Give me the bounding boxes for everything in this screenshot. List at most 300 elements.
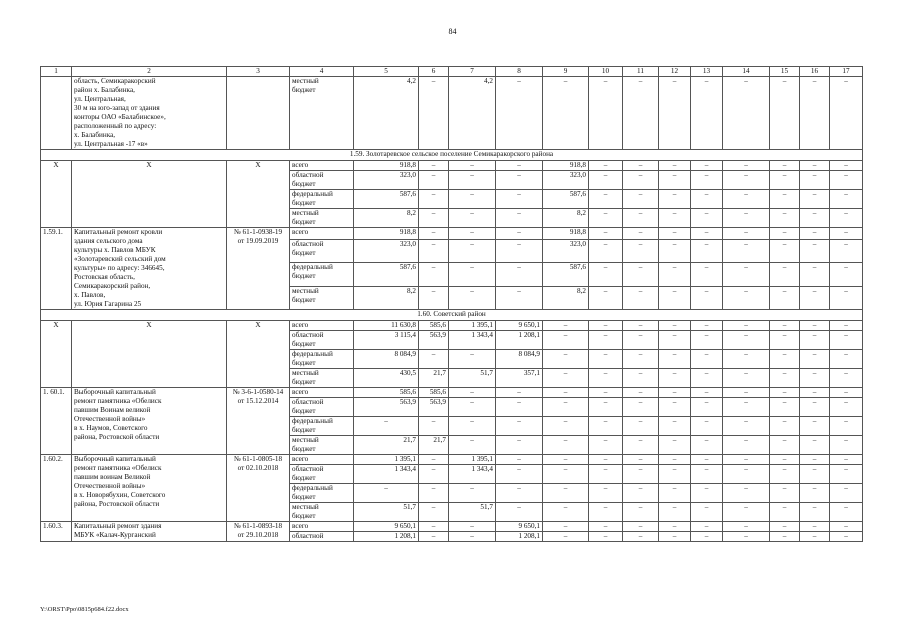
value-cell: –	[589, 77, 623, 150]
value-cell: –	[770, 455, 800, 465]
header-cell: 9	[543, 67, 589, 77]
value-cell: –	[496, 77, 543, 150]
value-cell: –	[496, 209, 543, 228]
value-cell: –	[800, 465, 830, 484]
value-cell: –	[589, 484, 623, 503]
item-name: X	[72, 321, 227, 388]
value-cell: –	[543, 417, 589, 436]
value-cell: –	[830, 388, 863, 398]
value-cell: –	[623, 240, 659, 263]
item-number: 1.60.3.	[41, 522, 72, 542]
value-cell: 21,7	[354, 436, 419, 455]
value-cell: –	[830, 417, 863, 436]
value-cell: 9 650,1	[354, 522, 419, 532]
value-cell: –	[354, 417, 419, 436]
value-cell: –	[419, 417, 449, 436]
item-name: X	[72, 161, 227, 228]
value-cell: –	[419, 228, 449, 240]
header-cell: 12	[659, 67, 691, 77]
value-cell: 21,7	[419, 436, 449, 455]
value-cell: –	[800, 522, 830, 532]
value-cell: –	[659, 388, 691, 398]
value-cell: –	[770, 522, 800, 532]
value-cell: 587,6	[543, 190, 589, 209]
value-cell: 585,6	[419, 388, 449, 398]
value-cell: –	[543, 350, 589, 369]
value-cell: –	[496, 161, 543, 171]
value-cell: –	[770, 465, 800, 484]
value-cell: –	[691, 77, 723, 150]
value-cell: –	[691, 190, 723, 209]
value-cell: –	[496, 503, 543, 522]
value-cell: –	[723, 398, 770, 417]
header-cell: 5	[354, 67, 419, 77]
value-cell: –	[419, 465, 449, 484]
value-cell: –	[830, 171, 863, 190]
funding-source: областной бюджет	[290, 331, 354, 350]
section-title-row	[41, 310, 863, 321]
value-cell: –	[800, 436, 830, 455]
header-cell: 13	[691, 67, 723, 77]
value-cell: –	[770, 532, 800, 542]
value-cell: –	[723, 209, 770, 228]
value-cell: 323,0	[354, 171, 419, 190]
header-cell: 16	[800, 67, 830, 77]
value-cell: –	[623, 417, 659, 436]
value-cell: –	[723, 503, 770, 522]
value-cell: –	[800, 398, 830, 417]
value-cell: –	[589, 436, 623, 455]
value-cell: –	[659, 532, 691, 542]
value-cell: –	[723, 465, 770, 484]
value-cell: –	[589, 190, 623, 209]
value-cell: 357,1	[496, 369, 543, 388]
value-cell: 918,8	[354, 228, 419, 240]
value-cell: 323,0	[543, 171, 589, 190]
value-cell: –	[543, 77, 589, 150]
value-cell: 1 395,1	[449, 455, 496, 465]
value-cell: –	[623, 331, 659, 350]
funding-source: местный бюджет	[290, 209, 354, 228]
value-cell: 323,0	[354, 240, 419, 263]
value-cell: –	[419, 522, 449, 532]
funding-source: всего	[290, 161, 354, 171]
value-cell: –	[691, 228, 723, 240]
value-cell: –	[830, 240, 863, 263]
funding-source: местный бюджет	[290, 77, 354, 150]
value-cell: –	[449, 171, 496, 190]
value-cell: –	[449, 350, 496, 369]
value-cell: –	[659, 503, 691, 522]
value-cell: –	[800, 388, 830, 398]
value-cell: –	[589, 350, 623, 369]
value-cell: –	[770, 77, 800, 150]
value-cell: –	[623, 286, 659, 309]
value-cell: –	[770, 263, 800, 286]
value-cell: –	[496, 455, 543, 465]
table-row	[41, 77, 863, 150]
value-cell: –	[691, 436, 723, 455]
value-cell: 1 208,1	[496, 532, 543, 542]
value-cell: –	[419, 286, 449, 309]
value-cell: –	[770, 484, 800, 503]
value-cell: –	[543, 369, 589, 388]
value-cell: 8,2	[354, 286, 419, 309]
value-cell: –	[723, 321, 770, 331]
value-cell: –	[659, 321, 691, 331]
value-cell: –	[659, 455, 691, 465]
value-cell: –	[659, 190, 691, 209]
value-cell: –	[659, 369, 691, 388]
table-row	[41, 228, 863, 240]
value-cell: –	[723, 190, 770, 209]
funding-source: федеральный бюджет	[290, 350, 354, 369]
value-cell: –	[496, 190, 543, 209]
value-cell: 1 395,1	[354, 455, 419, 465]
value-cell: –	[830, 190, 863, 209]
value-cell: –	[419, 350, 449, 369]
value-cell: –	[800, 417, 830, 436]
value-cell: –	[419, 503, 449, 522]
value-cell: –	[659, 77, 691, 150]
header-cell: 6	[419, 67, 449, 77]
value-cell: –	[419, 209, 449, 228]
value-cell: –	[449, 190, 496, 209]
value-cell: 587,6	[354, 263, 419, 286]
funding-source: областной бюджет	[290, 465, 354, 484]
value-cell: –	[419, 190, 449, 209]
value-cell: –	[589, 455, 623, 465]
value-cell: –	[723, 240, 770, 263]
table-row	[41, 455, 863, 465]
value-cell: –	[659, 263, 691, 286]
value-cell: –	[589, 369, 623, 388]
header-cell: 14	[723, 67, 770, 77]
value-cell: –	[623, 532, 659, 542]
value-cell: –	[723, 417, 770, 436]
funding-source: всего	[290, 321, 354, 331]
value-cell: 918,8	[543, 228, 589, 240]
value-cell: –	[691, 455, 723, 465]
value-cell: –	[770, 503, 800, 522]
value-cell: –	[770, 240, 800, 263]
value-cell: –	[723, 522, 770, 532]
value-cell: –	[496, 417, 543, 436]
value-cell: –	[449, 209, 496, 228]
value-cell: –	[449, 436, 496, 455]
value-cell: 587,6	[543, 263, 589, 286]
value-cell: –	[691, 240, 723, 263]
value-cell: –	[770, 228, 800, 240]
value-cell: –	[589, 171, 623, 190]
value-cell: –	[623, 161, 659, 171]
value-cell: –	[830, 532, 863, 542]
value-cell: –	[543, 465, 589, 484]
value-cell: –	[543, 388, 589, 398]
value-cell: –	[691, 369, 723, 388]
value-cell: 51,7	[449, 369, 496, 388]
value-cell: 1 395,1	[449, 321, 496, 331]
value-cell: –	[830, 321, 863, 331]
value-cell: –	[496, 228, 543, 240]
value-cell: 8,2	[543, 286, 589, 309]
value-cell: 8,2	[543, 209, 589, 228]
value-cell: –	[723, 286, 770, 309]
item-document: № 61-1-0893-18 от 29.10.2018	[227, 522, 290, 542]
value-cell: –	[419, 77, 449, 150]
value-cell: –	[691, 522, 723, 532]
value-cell: 3 115,4	[354, 331, 419, 350]
budget-table	[40, 66, 863, 542]
value-cell: –	[589, 263, 623, 286]
value-cell: –	[543, 455, 589, 465]
value-cell: –	[830, 209, 863, 228]
item-document: № 61-1-0805-18 от 02.10.2018	[227, 455, 290, 522]
table-header-row	[41, 67, 863, 77]
value-cell: –	[723, 228, 770, 240]
value-cell: –	[419, 240, 449, 263]
value-cell: –	[623, 190, 659, 209]
value-cell: –	[723, 331, 770, 350]
value-cell: –	[496, 398, 543, 417]
value-cell: –	[770, 369, 800, 388]
value-cell: –	[589, 331, 623, 350]
value-cell: –	[496, 240, 543, 263]
value-cell: 51,7	[449, 503, 496, 522]
value-cell: –	[770, 286, 800, 309]
value-cell: –	[659, 240, 691, 263]
value-cell: –	[691, 532, 723, 542]
value-cell: –	[723, 436, 770, 455]
funding-source: областной	[290, 532, 354, 542]
item-name: область, Семикаракорский район х. Балабинка, ул. Центральная, 30 м на юго-запад от здания конторы ОАО «Балабинское», расположенный по адресу: х. Балабинка, ул. Центральная -17 «в»	[72, 77, 227, 150]
value-cell: –	[496, 465, 543, 484]
value-cell: –	[830, 350, 863, 369]
value-cell: 323,0	[543, 240, 589, 263]
value-cell: –	[659, 436, 691, 455]
value-cell: –	[800, 286, 830, 309]
value-cell: 918,8	[354, 161, 419, 171]
value-cell: –	[800, 532, 830, 542]
value-cell: –	[659, 522, 691, 532]
value-cell: 21,7	[419, 369, 449, 388]
value-cell: –	[449, 484, 496, 503]
value-cell: –	[543, 436, 589, 455]
header-cell: 8	[496, 67, 543, 77]
value-cell: 918,8	[543, 161, 589, 171]
header-cell: 4	[290, 67, 354, 77]
value-cell: –	[589, 465, 623, 484]
value-cell: –	[800, 369, 830, 388]
value-cell: 4,2	[449, 77, 496, 150]
value-cell: –	[449, 532, 496, 542]
item-number: X	[41, 321, 72, 388]
value-cell: 563,9	[419, 398, 449, 417]
value-cell: –	[589, 321, 623, 331]
value-cell: –	[770, 331, 800, 350]
value-cell: –	[800, 209, 830, 228]
value-cell: –	[723, 455, 770, 465]
header-cell: 1	[41, 67, 72, 77]
value-cell: –	[449, 522, 496, 532]
value-cell: –	[770, 398, 800, 417]
value-cell: –	[800, 77, 830, 150]
value-cell: –	[723, 532, 770, 542]
value-cell: –	[800, 321, 830, 331]
value-cell: –	[800, 503, 830, 522]
value-cell: –	[449, 263, 496, 286]
value-cell: –	[723, 77, 770, 150]
value-cell: 587,6	[354, 190, 419, 209]
value-cell: –	[800, 331, 830, 350]
value-cell: 430,5	[354, 369, 419, 388]
item-document: X	[227, 161, 290, 228]
value-cell: –	[623, 321, 659, 331]
value-cell: –	[691, 484, 723, 503]
funding-source: областной бюджет	[290, 171, 354, 190]
value-cell: –	[830, 484, 863, 503]
value-cell: –	[830, 369, 863, 388]
item-document	[227, 77, 290, 150]
value-cell: 8 084,9	[496, 350, 543, 369]
value-cell: 8 084,9	[354, 350, 419, 369]
value-cell: –	[659, 161, 691, 171]
value-cell: –	[623, 484, 659, 503]
value-cell: –	[800, 161, 830, 171]
table-row	[41, 388, 863, 398]
funding-source: всего	[290, 388, 354, 398]
value-cell: –	[800, 171, 830, 190]
value-cell: –	[723, 350, 770, 369]
value-cell: –	[659, 209, 691, 228]
value-cell: –	[496, 263, 543, 286]
value-cell: 1 208,1	[354, 532, 419, 542]
value-cell: –	[589, 503, 623, 522]
value-cell: –	[800, 263, 830, 286]
value-cell: –	[770, 321, 800, 331]
funding-source: областной бюджет	[290, 240, 354, 263]
value-cell: –	[659, 331, 691, 350]
value-cell: –	[830, 503, 863, 522]
item-document: X	[227, 321, 290, 388]
value-cell: –	[543, 331, 589, 350]
value-cell: –	[830, 77, 863, 150]
funding-source: всего	[290, 228, 354, 240]
value-cell: –	[623, 388, 659, 398]
value-cell: –	[691, 417, 723, 436]
value-cell: –	[419, 171, 449, 190]
value-cell: –	[830, 286, 863, 309]
value-cell: –	[623, 455, 659, 465]
header-cell: 17	[830, 67, 863, 77]
value-cell: –	[623, 436, 659, 455]
value-cell: –	[543, 398, 589, 417]
funding-source: федеральный бюджет	[290, 190, 354, 209]
page-number: 84	[448, 27, 457, 36]
value-cell: –	[589, 209, 623, 228]
table-row	[41, 321, 863, 331]
value-cell: –	[723, 388, 770, 398]
value-cell: –	[723, 263, 770, 286]
value-cell: 51,7	[354, 503, 419, 522]
value-cell: –	[496, 286, 543, 309]
value-cell: 563,9	[419, 331, 449, 350]
value-cell: –	[659, 350, 691, 369]
value-cell: 9 650,1	[496, 321, 543, 331]
funding-source: местный бюджет	[290, 369, 354, 388]
value-cell: –	[589, 398, 623, 417]
value-cell: –	[659, 228, 691, 240]
value-cell: 8,2	[354, 209, 419, 228]
value-cell: 11 630,8	[354, 321, 419, 331]
header-cell: 3	[227, 67, 290, 77]
value-cell: –	[623, 350, 659, 369]
value-cell: –	[830, 263, 863, 286]
value-cell: –	[419, 455, 449, 465]
value-cell: 585,6	[419, 321, 449, 331]
value-cell: –	[691, 350, 723, 369]
section-title-row	[41, 150, 863, 161]
funding-source: местный бюджет	[290, 503, 354, 522]
value-cell: –	[589, 286, 623, 309]
value-cell: –	[659, 171, 691, 190]
item-name: Капитальный ремонт кровли здания сельского дома культуры х. Павлов МБУК «Золотаревский сельский дом культуры» по адресу: 346645, Ростовская область, Семикаракорский район, х. Павлов, ул. Юрия Гагарина 25	[72, 228, 227, 310]
funding-source: местный бюджет	[290, 436, 354, 455]
value-cell: –	[449, 161, 496, 171]
item-number	[41, 77, 72, 150]
header-cell: 11	[623, 67, 659, 77]
funding-source: областной бюджет	[290, 398, 354, 417]
value-cell: –	[419, 484, 449, 503]
value-cell: –	[830, 522, 863, 532]
value-cell: –	[723, 369, 770, 388]
value-cell: –	[830, 465, 863, 484]
value-cell: –	[623, 398, 659, 417]
value-cell: –	[830, 161, 863, 171]
item-name: Выборочный капитальный ремонт памятника «Обелиск павшим воинам Великой Отечественной войны» в х. Новорябухин, Советского района, Ростовской области	[72, 455, 227, 522]
value-cell: –	[800, 240, 830, 263]
value-cell: 9 650,1	[496, 522, 543, 532]
value-cell: –	[623, 228, 659, 240]
value-cell: –	[449, 398, 496, 417]
value-cell: –	[449, 388, 496, 398]
value-cell: –	[800, 455, 830, 465]
value-cell: 4,2	[354, 77, 419, 150]
value-cell: –	[830, 331, 863, 350]
value-cell: –	[496, 388, 543, 398]
item-document: № 61-1-0938-19 от 19.09.2019	[227, 228, 290, 310]
value-cell: –	[691, 171, 723, 190]
value-cell: –	[496, 484, 543, 503]
value-cell: –	[496, 171, 543, 190]
value-cell: –	[623, 209, 659, 228]
header-cell: 7	[449, 67, 496, 77]
value-cell: 1 343,4	[449, 465, 496, 484]
header-cell: 2	[72, 67, 227, 77]
table-row	[41, 522, 863, 532]
value-cell: –	[800, 228, 830, 240]
value-cell: –	[543, 503, 589, 522]
value-cell: –	[449, 228, 496, 240]
funding-source: федеральный бюджет	[290, 263, 354, 286]
value-cell: –	[691, 209, 723, 228]
value-cell: –	[723, 161, 770, 171]
value-cell: 563,9	[354, 398, 419, 417]
funding-source: всего	[290, 522, 354, 532]
value-cell: –	[589, 161, 623, 171]
value-cell: –	[800, 190, 830, 209]
funding-source: федеральный бюджет	[290, 484, 354, 503]
